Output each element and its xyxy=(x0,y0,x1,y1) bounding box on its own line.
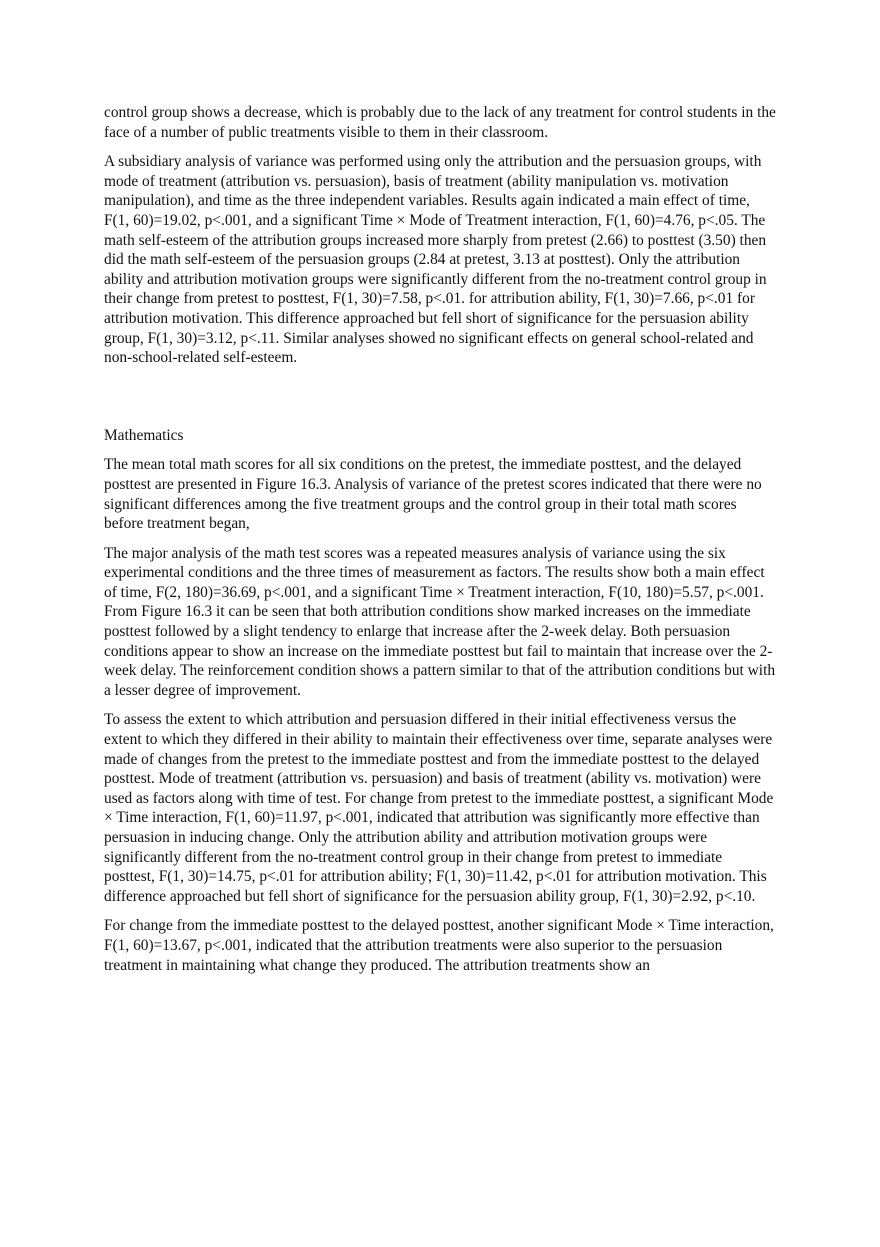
section-heading-mathematics: Mathematics xyxy=(104,426,184,444)
paragraph-control-group: control group shows a decrease, which is probably due to the lack of any treatment for control students in the face of a number of public treatments visible to them in their classroom. xyxy=(104,104,776,141)
paragraph-delayed-posttest-change: For change from the immediate posttest to the delayed posttest, another significant Mode × Time interaction, F(1, 60)=13.67, p<.001, indicated that the attribution treatments were also superior to the persuasion treatment in maintaining what change they produced. The attribution treatments show an xyxy=(104,917,774,974)
paragraph-mean-total-scores: The mean total math scores for all six conditions on the pretest, the immediate posttest, and the delayed posttest are presented in Figure 16.3. Analysis of variance of the pretest scores indicated that there were no significant differences among the five treatment groups and the control group in their total math scores before treatment began, xyxy=(104,456,762,533)
paragraph-extent-assessment: To assess the extent to which attribution and persuasion differed in their initial effectiveness versus the extent to which they differed in their ability to maintain their effectiveness over time, separate analyses were made of changes from the pretest to the immediate posttest and from the immediate posttest to the delayed posttest. Mode of treatment (attribution vs. persuasion) and basis of treatment (ability vs. motivation) were used as factors along with time of test. For change from pretest to the immediate posttest, a significant Mode × Time interaction, F(1, 60)=11.97, p<.001, indicated that attribution was significantly more effective than persuasion in inducing change. Only the attribution ability and attribution motivation groups were significantly different from the no-treatment control group in their change from pretest to immediate posttest, F(1, 30)=14.75, p<.01 for attribution ability; F(1, 30)=11.42, p<.01 for attribution motivation. This difference approached but fell short of significance for the persuasion ability group, F(1, 30)=2.92, p<.10. xyxy=(104,711,774,905)
paragraph-subsidiary-analysis: A subsidiary analysis of variance was performed using only the attribution and the persuasion groups, with mode of treatment (attribution vs. persuasion), basis of treatment (ability manipulation vs. motivation manipulation), and time as the three independent variables. Results again indicated a main effect of time, F(1, 60)=19.02, p<.001, and a significant Time × Mode of Treatment interaction, F(1, 60)=4.76, p<.05. The math self-esteem of the attribution groups increased more sharply from pretest (2.66) to posttest (3.50) then did the math self-esteem of the persuasion groups (2.84 at pretest, 3.13 at posttest). Only the attribution ability and attribution motivation groups were significantly different from the no-treatment control group in their change from pretest to posttest, F(1, 30)=7.58, p<.01. for attribution ability, F(1, 30)=7.66, p<.01 for attribution motivation. This difference approached but fell short of significance for the persuasion ability group, F(1, 30)=3.12, p<.11. Similar analyses showed no significant effects on general school-related and non-school-related self-esteem. xyxy=(104,153,767,367)
section-gap xyxy=(104,378,776,426)
document-body xyxy=(104,103,776,985)
paragraph-major-analysis: The major analysis of the math test scores was a repeated measures analysis of variance using the six experimental conditions and the three times of measurement as factors. The results show both a main effect of time, F(2, 180)=36.69, p<.001, and a significant Time × Treatment interaction, F(10, 180)=5.57, p<.001. From Figure 16.3 it can be seen that both attribution conditions show marked increases on the immediate posttest followed by a slight tendency to enlarge that increase after the 2-week delay. Both persuasion conditions appear to show an increase on the immediate posttest but fail to maintain that increase over the 2-week delay. The reinforcement condition shows a pattern similar to that of the attribution conditions but with a lesser degree of improvement. xyxy=(104,544,776,699)
